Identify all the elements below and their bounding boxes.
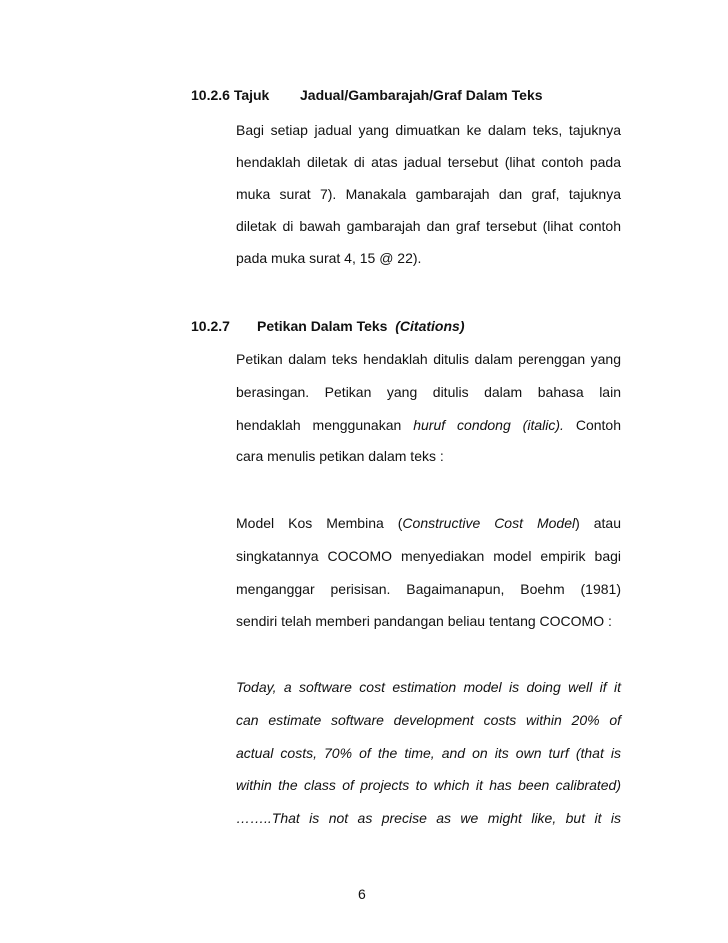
section-2-title-italic: (Citations) — [395, 318, 465, 334]
section-1-line-2: hendaklah diletak di atas jadual tersebut (lihat contoh pada — [236, 154, 621, 170]
quote-line-5: ……..That is not as precise as we might like, but it is — [236, 810, 621, 826]
section-1-title: Jadual/Gambarajah/Graf Dalam Teks — [300, 87, 543, 103]
example-line-1 — [236, 514, 621, 532]
example-line-1-pre: Model Kos Membina ( — [236, 515, 403, 531]
section-1-line-3: muka surat 7). Manakala gambarajah dan graf, tajuknya — [236, 186, 621, 202]
page-number: 6 — [358, 886, 366, 902]
section-2-line-3 — [236, 416, 621, 434]
example-line-3: menganggar perisisan. Bagaimanapun, Boehm (1981) — [236, 581, 621, 597]
quote-line-4: within the class of projects to which it has been calibrated) — [236, 777, 621, 793]
section-2-heading — [257, 317, 464, 335]
quote-line-3: actual costs, 70% of the time, and on its own turf (that is — [236, 745, 621, 761]
section-2-line-3-italic: huruf condong (italic). — [413, 417, 564, 433]
quote-line-1: Today, a software cost estimation model is doing well if it — [236, 679, 621, 695]
section-2-number: 10.2.7 — [191, 318, 230, 334]
section-1-line-1: Bagi setiap jadual yang dimuatkan ke dalam teks, tajuknya — [236, 122, 621, 138]
section-2-line-4: cara menulis petikan dalam teks : — [236, 448, 444, 464]
example-line-4: sendiri telah memberi pandangan beliau tentang COCOMO : — [236, 613, 612, 629]
section-2-line-1: Petikan dalam teks hendaklah ditulis dalam perenggan yang — [236, 351, 621, 367]
section-2-line-3-pre: hendaklah menggunakan — [236, 417, 414, 433]
quote-line-2: can estimate software development costs within 20% of — [236, 712, 621, 728]
example-line-1-post: ) atau — [575, 515, 621, 531]
example-line-2: singkatannya COCOMO menyediakan model empirik bagi — [236, 548, 621, 564]
example-line-1-italic: Constructive Cost Model — [402, 515, 576, 531]
section-1-line-5: pada muka surat 4, 15 @ 22). — [236, 250, 422, 266]
section-2-line-3-post: Contoh — [563, 417, 621, 433]
section-1-line-4: diletak di bawah gambarajah dan graf tersebut (lihat contoh — [236, 218, 621, 234]
section-2-title: Petikan Dalam Teks — [257, 318, 388, 334]
section-1-number: 10.2.6 Tajuk — [191, 87, 270, 103]
section-2-line-2: berasingan. Petikan yang ditulis dalam bahasa lain — [236, 384, 621, 400]
